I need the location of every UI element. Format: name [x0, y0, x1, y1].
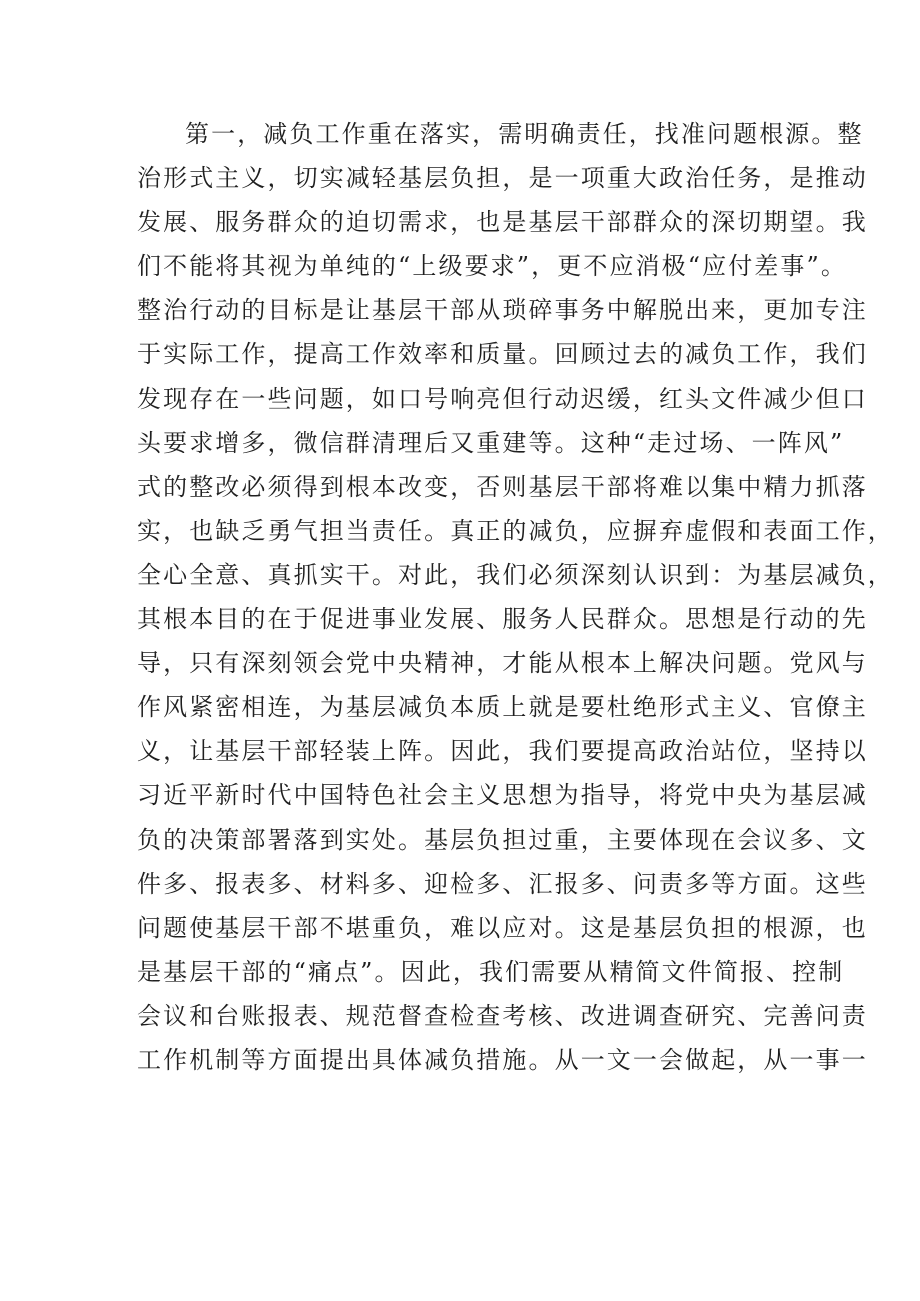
paragraph-line: 式的整改必须得到根本改变，否则基层干部将难以集中精力抓落 — [137, 472, 868, 501]
paragraph-line: 于实际工作，提高工作效率和质量。回顾过去的减负工作，我们 — [137, 340, 868, 369]
paragraph-line: 全心全意、真抓实干。对此，我们必须深刻认识到：为基层减负， — [137, 560, 894, 589]
paragraph-line: 工作机制等方面提出具体减负措施。从一文一会做起，从一事一 — [137, 1045, 868, 1074]
paragraph-line: 作风紧密相连，为基层减负本质上就是要杜绝形式主义、官僚主 — [137, 693, 868, 722]
paragraph-line: 导，只有深刻领会党中央精神，才能从根本上解决问题。党风与 — [137, 649, 868, 678]
paragraph-line: 是基层干部的“痛点”。因此，我们需要从精简文件简报、控制 — [137, 957, 845, 986]
paragraph-line: 会议和台账报表、规范督查检查考核、改进调查研究、完善问责 — [137, 1001, 868, 1030]
paragraph-line: 整治行动的目标是让基层干部从琐碎事务中解脱出来，更加专注 — [137, 296, 868, 325]
paragraph-line: 义，让基层干部轻装上阵。因此，我们要提高政治站位，坚持以 — [137, 737, 868, 766]
paragraph-line: 习近平新时代中国特色社会主义思想为指导，将党中央为基层减 — [137, 781, 868, 810]
paragraph-line: 头要求增多，微信群清理后又重建等。这种“走过场、一阵风” — [137, 428, 845, 457]
paragraph-line: 件多、报表多、材料多、迎检多、汇报多、问责多等方面。这些 — [137, 869, 868, 898]
paragraph-line: 实，也缺乏勇气担当责任。真正的减负，应摒弃虚假和表面工作， — [137, 516, 894, 545]
paragraph-line: 们不能将其视为单纯的“上级要求”，更不应消极“应付差事”。 — [137, 252, 847, 281]
paragraph-line: 其根本目的在于促进事业发展、服务人民群众。思想是行动的先 — [137, 605, 868, 634]
paragraph-line: 发展、服务群众的迫切需求，也是基层干部群众的深切期望。我 — [137, 208, 868, 237]
body-paragraph — [137, 112, 894, 1082]
paragraph-line: 发现存在一些问题，如口号响亮但行动迟缓，红头文件减少但口 — [137, 384, 868, 413]
paragraph-line: 治形式主义，切实减轻基层负担，是一项重大政治任务，是推动 — [137, 164, 868, 193]
paragraph-line: 负的决策部署落到实处。基层负担过重，主要体现在会议多、文 — [137, 825, 868, 854]
paragraph-line: 问题使基层干部不堪重负，难以应对。这是基层负担的根源，也 — [137, 913, 868, 942]
paragraph-line: 第一，减负工作重在落实，需明确责任，找准问题根源。整 — [185, 120, 864, 148]
